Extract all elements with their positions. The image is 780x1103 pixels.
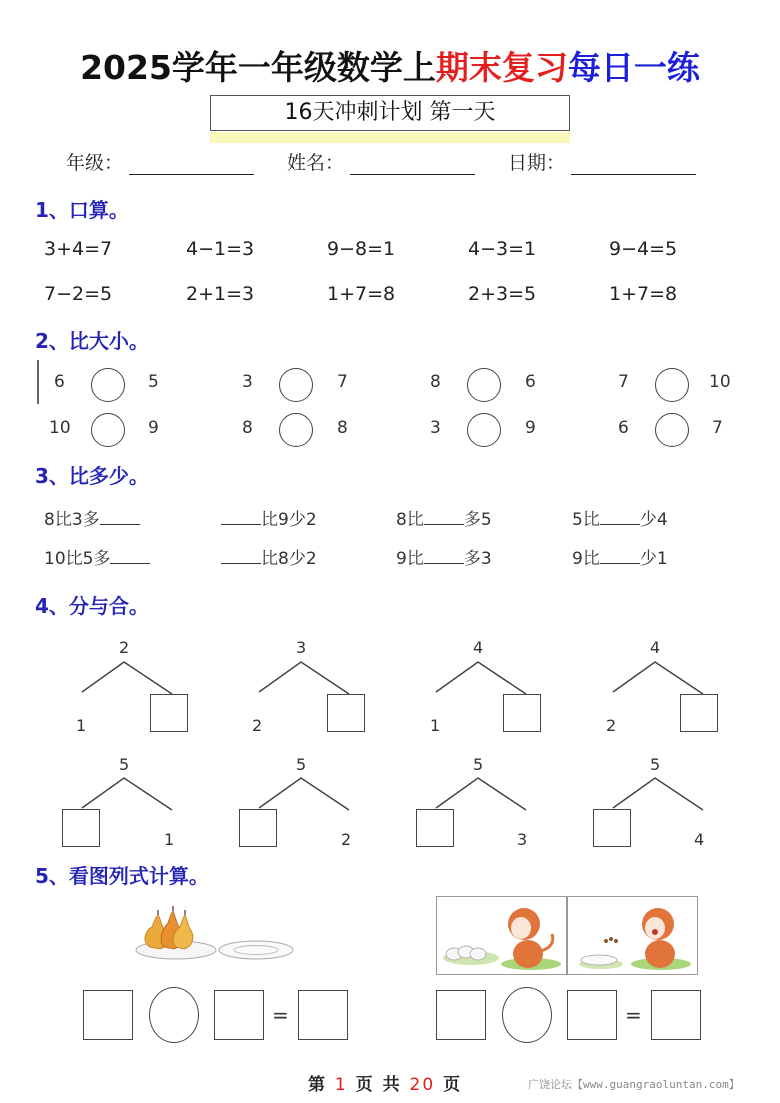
title-red: 期末复习 xyxy=(435,48,568,87)
calc-item: 9−4=5 xyxy=(609,238,678,260)
tree-right: 1 xyxy=(164,830,175,849)
compare-left: 7 xyxy=(618,372,629,392)
compare-right: 10 xyxy=(709,372,731,392)
section-4-title: 4、分与合。 xyxy=(35,594,149,618)
tree-left: 1 xyxy=(430,716,441,735)
title-blue: 每日一练 xyxy=(567,48,700,87)
answer-box[interactable] xyxy=(62,809,100,847)
compare-left: 3 xyxy=(430,418,441,438)
result-box[interactable] xyxy=(298,990,348,1040)
compare-left: 6 xyxy=(54,372,65,392)
date-label: 日期： xyxy=(508,152,566,174)
compare-right: 9 xyxy=(148,418,159,438)
section-1-title: 1、口算。 xyxy=(35,198,129,222)
title-black: 2025学年一年级数学上 xyxy=(80,48,436,87)
answer-box[interactable] xyxy=(239,809,277,847)
compare-left: 8 xyxy=(430,372,441,392)
tree-left: 1 xyxy=(76,716,87,735)
more-less-item: 8比3多 xyxy=(44,505,140,530)
more-less-item: 比8少2 xyxy=(221,544,317,569)
monkey-picture xyxy=(436,896,698,976)
compare-right: 5 xyxy=(148,372,159,392)
calc-item: 3+4=7 xyxy=(44,238,113,260)
compare-left: 3 xyxy=(242,372,253,392)
tree-top: 5 xyxy=(473,755,484,774)
compare-right: 6 xyxy=(525,372,536,392)
tree-top: 5 xyxy=(650,755,661,774)
tree-top: 4 xyxy=(650,638,661,657)
compare-right: 9 xyxy=(525,418,536,438)
subtitle-box: 16天冲刺计划 第一天 xyxy=(210,95,570,131)
equals-sign: = xyxy=(272,1003,289,1027)
operator-circle[interactable] xyxy=(502,987,552,1043)
number-box-1[interactable] xyxy=(83,990,133,1040)
calc-item: 4−1=3 xyxy=(186,238,255,260)
answer-box[interactable] xyxy=(416,809,454,847)
result-box[interactable] xyxy=(651,990,701,1040)
section-2-title: 2、比大小。 xyxy=(35,329,149,353)
number-box-2[interactable] xyxy=(214,990,264,1040)
calc-item: 2+1=3 xyxy=(186,283,255,305)
grade-label: 年级： xyxy=(66,152,124,174)
tree-right: 4 xyxy=(694,830,705,849)
page-indicator: 第 1 页 共 20 页 xyxy=(308,1075,463,1095)
section-5-title: 5、看图列式计算。 xyxy=(35,864,209,888)
number-box-2[interactable] xyxy=(567,990,617,1040)
calc-item: 2+3=5 xyxy=(468,283,537,305)
total-pages: 20 xyxy=(409,1075,436,1095)
tree-left: 2 xyxy=(606,716,617,735)
calc-item: 1+7=8 xyxy=(327,283,396,305)
tree-left: 2 xyxy=(252,716,263,735)
tree-right: 2 xyxy=(341,830,352,849)
tree-top: 5 xyxy=(119,755,130,774)
compare-left: 6 xyxy=(618,418,629,438)
answer-box[interactable] xyxy=(150,694,188,732)
compare-right: 7 xyxy=(337,372,348,392)
tree-right: 3 xyxy=(517,830,528,849)
watermark: 广饶论坛【www.guangraoluntan.com】 xyxy=(528,1078,740,1091)
section-3-title: 3、比多少。 xyxy=(35,464,149,488)
calc-item: 4−3=1 xyxy=(468,238,537,260)
answer-box[interactable] xyxy=(503,694,541,732)
answer-box[interactable] xyxy=(327,694,365,732)
operator-circle[interactable] xyxy=(149,987,199,1043)
compare-left: 10 xyxy=(49,418,71,438)
calc-item: 9−8=1 xyxy=(327,238,396,260)
more-less-item: 8比 多5 xyxy=(396,510,492,530)
more-less-item: 9比 少1 xyxy=(572,549,668,569)
answer-box[interactable] xyxy=(593,809,631,847)
pears-plate-picture xyxy=(128,905,318,967)
more-less-item: 9比 多3 xyxy=(396,549,492,569)
tree-top: 5 xyxy=(296,755,307,774)
number-box-1[interactable] xyxy=(436,990,486,1040)
more-less-item: 10比5多 xyxy=(44,544,150,569)
compare-left: 8 xyxy=(242,418,253,438)
equals-sign: = xyxy=(625,1003,642,1027)
answer-box[interactable] xyxy=(680,694,718,732)
more-less-item: 5比 少4 xyxy=(572,510,668,530)
tree-top: 4 xyxy=(473,638,484,657)
calc-item: 7−2=5 xyxy=(44,283,113,305)
name-label: 姓名： xyxy=(287,152,345,174)
tree-top: 3 xyxy=(296,638,307,657)
current-page: 1 xyxy=(334,1075,348,1095)
calc-item: 1+7=8 xyxy=(609,283,678,305)
tree-top: 2 xyxy=(119,638,130,657)
compare-right: 7 xyxy=(712,418,723,438)
more-less-item: 比9少2 xyxy=(221,505,317,530)
compare-right: 8 xyxy=(337,418,348,438)
